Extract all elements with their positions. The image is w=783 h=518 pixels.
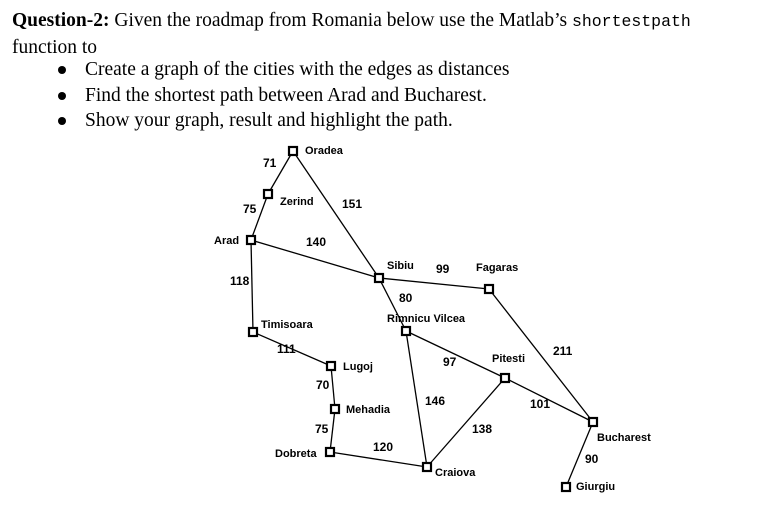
city-label-mehadia: Mehadia (346, 404, 391, 416)
distance-timisoara-lugoj: 111 (277, 342, 296, 356)
node-mehadia (331, 405, 339, 413)
question-text-continued: function to (12, 37, 98, 58)
distance-oradea-zerind: 71 (263, 156, 277, 170)
city-label-zerind: Zerind (280, 196, 314, 208)
city-label-bucharest: Bucharest (597, 432, 651, 444)
distance-lugoj-mehadia: 70 (316, 378, 330, 392)
task-text: Create a graph of the cities with the edges as distances (85, 59, 510, 80)
road-lugoj-mehadia (331, 366, 335, 409)
road-oradea-sibiu (293, 151, 379, 278)
node-timisoara (249, 328, 257, 336)
distance-arad-timisoara: 118 (230, 274, 250, 288)
distance-pitesti-craiova: 138 (472, 422, 493, 436)
node-sibiu (375, 274, 383, 282)
road-dobreta-craiova (330, 452, 427, 467)
distance-mehadia-dobreta: 75 (315, 422, 329, 436)
city-label-sibiu: Sibiu (387, 260, 414, 272)
node-arad (247, 236, 255, 244)
city-label-craiova: Craiova (435, 467, 476, 479)
city-label-arad: Arad (214, 235, 240, 247)
task-text: Find the shortest path between Arad and Bucharest. (85, 84, 487, 106)
node-craiova (423, 463, 431, 471)
function-name: shortestpath (571, 12, 691, 31)
road-zerind-arad (251, 194, 268, 240)
node-fagaras (485, 285, 493, 293)
distance-rimnicu-pitesti: 97 (443, 355, 457, 369)
road-mehadia-dobreta (330, 409, 335, 452)
road-arad-timisoara (251, 240, 253, 332)
distance-sibiu-fagaras: 99 (436, 262, 450, 276)
distance-fagaras-bucharest: 211 (553, 344, 573, 358)
node-bucharest (589, 418, 597, 426)
question-text: Given the roadmap from Romania below use the Matlab’s (109, 10, 572, 31)
city-label-oradea: Oradea (305, 145, 343, 157)
node-zerind (264, 190, 272, 198)
question-number: Question-2: (12, 10, 110, 31)
city-label-pitesti: Pitesti (492, 353, 526, 365)
node-dobreta (326, 448, 334, 456)
road-pitesti-craiova (427, 378, 505, 467)
node-lugoj (327, 362, 335, 370)
city-label-timisoara: Timisoara (261, 319, 313, 331)
node-giurgiu (562, 483, 570, 491)
city-label-lugoj: Lugoj (343, 361, 373, 373)
distance-rimnicu-craiova: 146 (425, 394, 446, 408)
task-text: Show your graph, result and highlight the path. (85, 110, 453, 131)
city-label-fagaras: Fagaras (476, 262, 519, 274)
road-sibiu-fagaras (379, 278, 489, 289)
city-label-rimnicu-vilcea: Rimnicu Vilcea (387, 313, 466, 325)
distance-zerind-arad: 75 (243, 202, 257, 216)
distance-pitesti-bucharest: 101 (530, 397, 551, 411)
road-rimnicu-craiova (406, 331, 427, 467)
distance-dobreta-craiova: 120 (373, 440, 394, 454)
node-pitesti (501, 374, 509, 382)
distance-arad-sibiu: 140 (306, 235, 327, 249)
node-rimnicu-vilcea (402, 327, 410, 335)
distance-bucharest-giurgiu: 90 (585, 452, 599, 466)
city-label-giurgiu: Giurgiu (576, 481, 616, 493)
distance-oradea-sibiu: 151 (342, 197, 363, 211)
node-oradea (289, 147, 297, 155)
city-label-dobreta: Dobreta (275, 448, 317, 460)
distance-sibiu-rimnicu: 80 (399, 291, 413, 305)
